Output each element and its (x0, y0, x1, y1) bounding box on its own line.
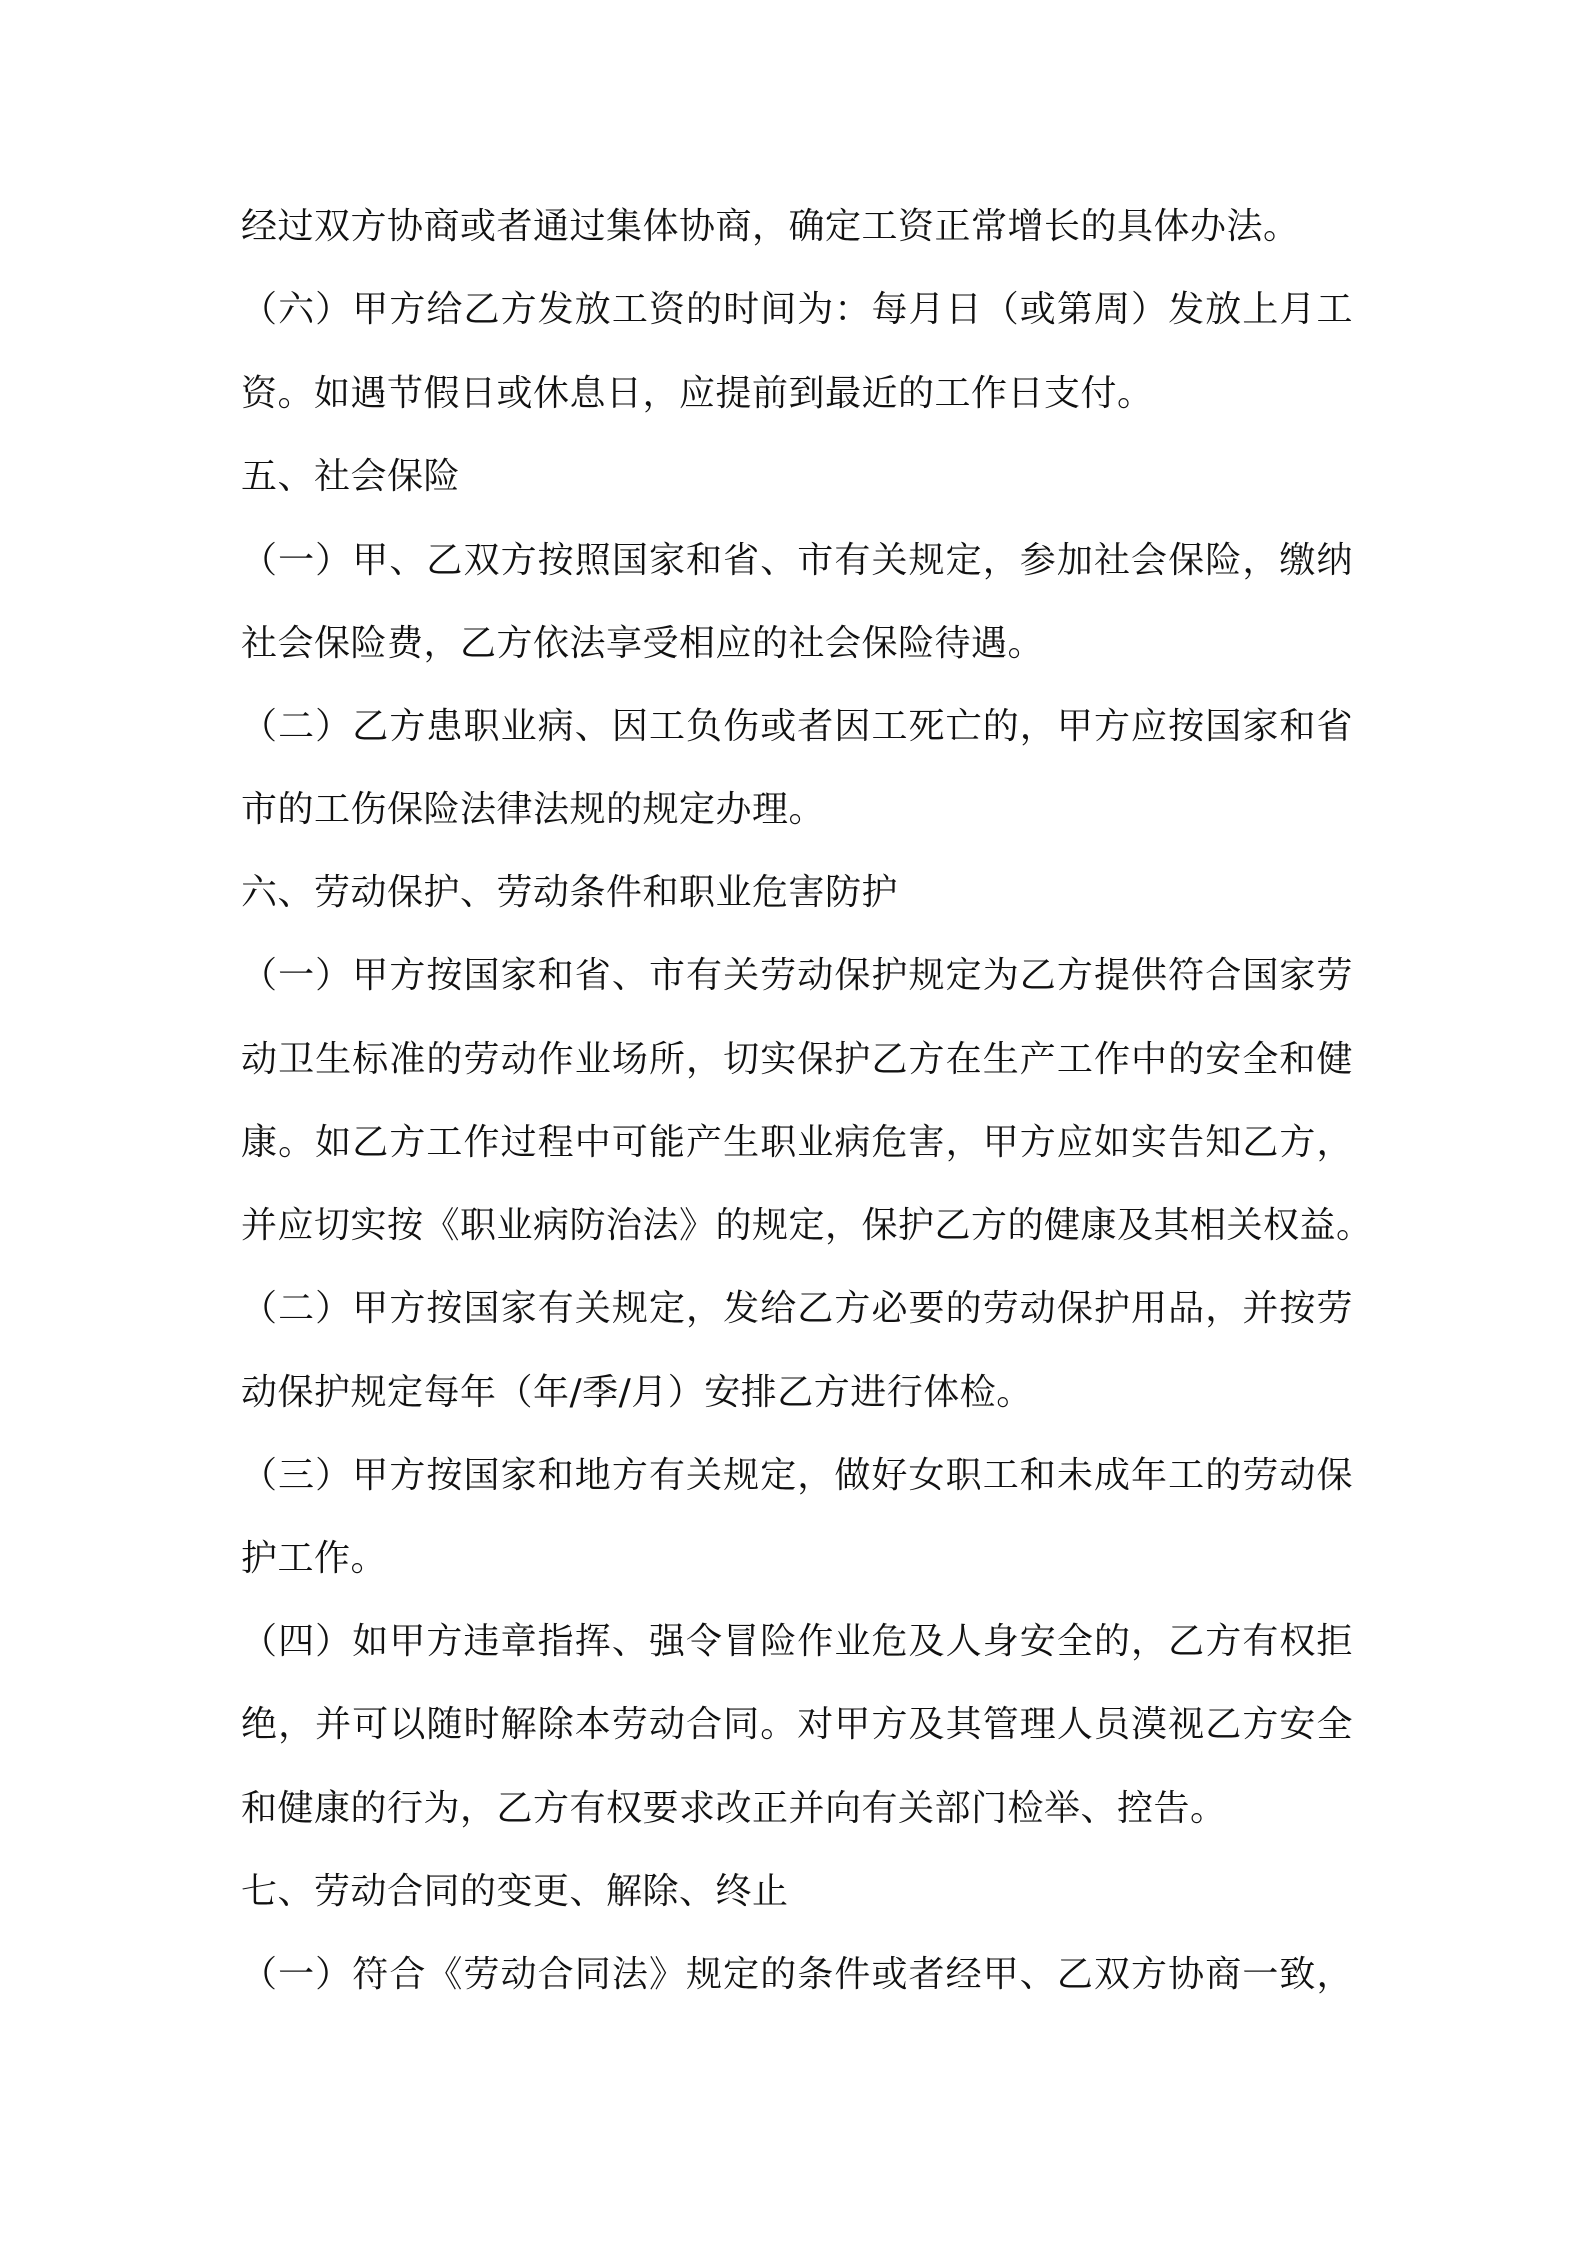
text-line: 绝，并可以随时解除本劳动合同。对甲方及其管理人员漠视乙方安全 (241, 1704, 1353, 1745)
text-line: 动保护规定每年（年/季/月）安排乙方进行体检。 (241, 1372, 1033, 1413)
text-line: （六）甲方给乙方发放工资的时间为：每月日（或第周）发放上月工 (241, 289, 1353, 330)
text-line: 并应切实按《职业病防治法》的规定，保护乙方的健康及其相关权益。 (241, 1205, 1373, 1246)
text-line: （三）甲方按国家和地方有关规定，做好女职工和未成年工的劳动保 (241, 1455, 1353, 1496)
section-heading: 五、社会保险 (241, 456, 461, 497)
text-line: 和健康的行为，乙方有权要求改正并向有关部门检举、控告。 (241, 1788, 1227, 1829)
text-line: （二）乙方患职业病、因工负伤或者因工死亡的，甲方应按国家和省 (241, 706, 1353, 747)
text-line: 经过双方协商或者通过集体协商，确定工资正常增长的具体办法。 (241, 206, 1300, 247)
text-line: （一）符合《劳动合同法》规定的条件或者经甲、乙双方协商一致， (241, 1954, 1353, 1995)
text-line: （一）甲、乙双方按照国家和省、市有关规定，参加社会保险，缴纳 (241, 540, 1353, 581)
text-line: 动卫生标准的劳动作业场所，切实保护乙方在生产工作中的安全和健 (241, 1039, 1353, 1080)
text-line: 社会保险费，乙方依法享受相应的社会保险待遇。 (241, 623, 1045, 664)
text-line: 康。如乙方工作过程中可能产生职业病危害，甲方应如实告知乙方， (241, 1122, 1353, 1163)
text-line: 护工作。 (241, 1538, 388, 1579)
text-line: （二）甲方按国家有关规定，发给乙方必要的劳动保护用品，并按劳 (241, 1288, 1353, 1329)
text-line: 资。如遇节假日或休息日，应提前到最近的工作日支付。 (241, 373, 1154, 414)
text-line: （四）如甲方违章指挥、强令冒险作业危及人身安全的，乙方有权拒 (241, 1621, 1353, 1662)
text-line: （一）甲方按国家和省、市有关劳动保护规定为乙方提供符合国家劳 (241, 955, 1353, 996)
section-heading: 七、劳动合同的变更、解除、终止 (241, 1871, 789, 1912)
section-heading: 六、劳动保护、劳动条件和职业危害防护 (241, 872, 899, 913)
text-line: 市的工伤保险法律法规的规定办理。 (241, 789, 826, 830)
